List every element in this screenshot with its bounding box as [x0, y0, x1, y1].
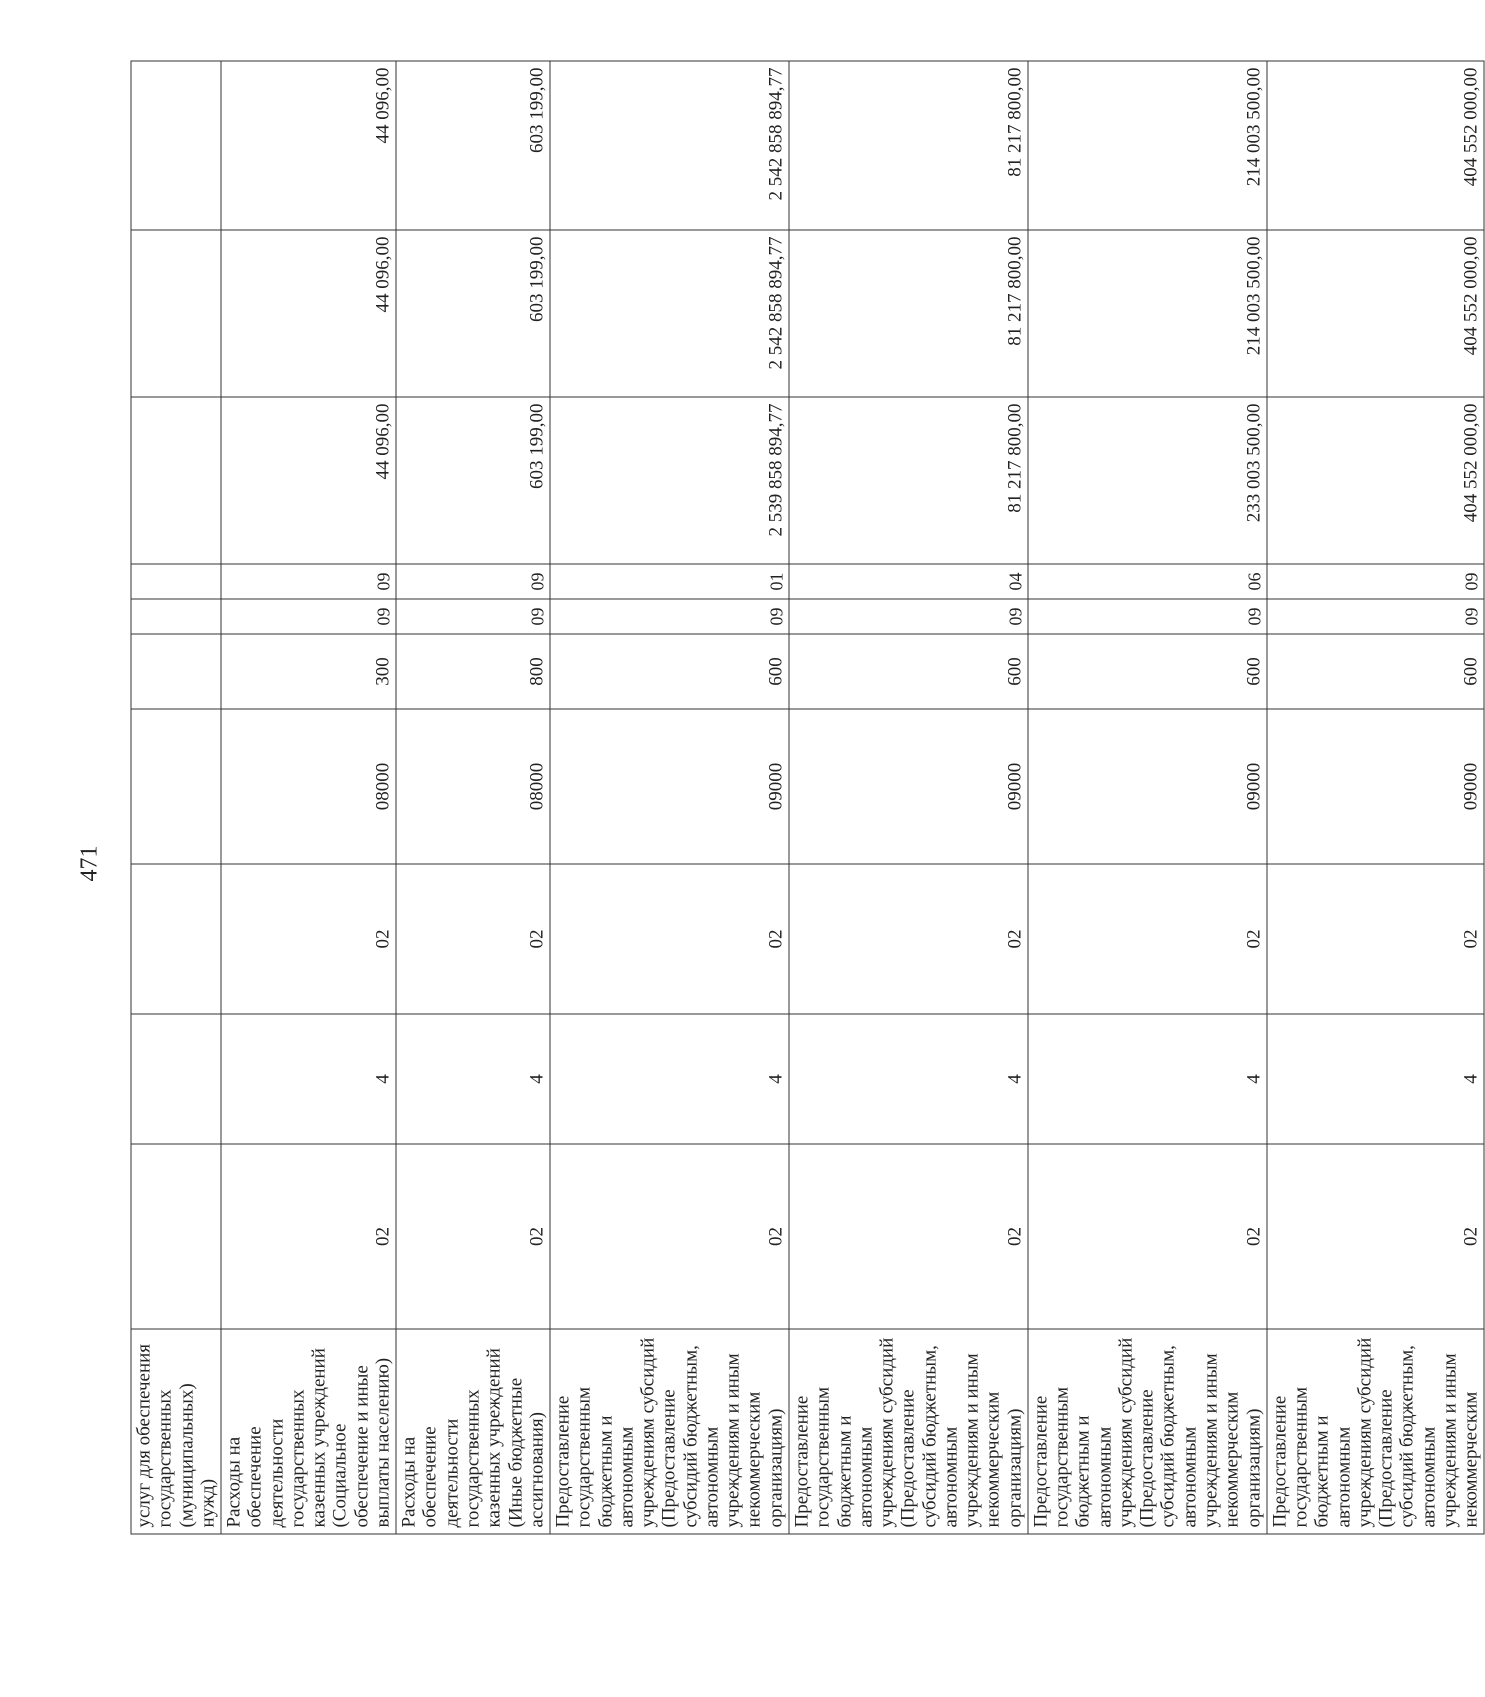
code-cell: 02 — [396, 864, 550, 1014]
code-cell: 02 — [789, 1144, 1028, 1329]
code-cell: 02 — [1028, 1144, 1267, 1329]
table-row — [221, 61, 396, 1534]
amount-cell: 603 199,00 — [396, 61, 550, 230]
code-cell: 4 — [396, 1014, 550, 1144]
amount-cell: 404 552 000,00 — [1267, 397, 1485, 564]
code-cell: 600 — [1028, 634, 1267, 709]
row-name: Расходы на обеспечение деятельности государственных казенных учреждений (Социальное обеспечение и иные выплаты населению) — [221, 1329, 396, 1534]
code-cell — [131, 1014, 221, 1144]
code-cell: 02 — [221, 1144, 396, 1329]
code-cell — [131, 1144, 221, 1329]
amount-cell: 404 552 000,00 — [1267, 61, 1485, 230]
row-name: Расходы на обеспечение деятельности государственных казенных учреждений (Иные бюджетные ассигнования) — [396, 1329, 550, 1534]
amount-cell: 603 199,00 — [396, 230, 550, 397]
amount-cell: 44 096,00 — [221, 397, 396, 564]
code-cell: 09 — [550, 599, 789, 634]
code-cell — [131, 709, 221, 864]
amount-cell: 214 003 500,00 — [1028, 61, 1267, 230]
code-cell: 09 — [1267, 599, 1485, 634]
amount-cell: 233 003 500,00 — [1028, 397, 1267, 564]
table-row — [1028, 61, 1267, 1534]
row-name: услуг для обеспечения государственных (муниципальных) нужд) — [131, 1329, 221, 1534]
table-row — [131, 61, 221, 1534]
code-cell: 02 — [1267, 1144, 1485, 1329]
code-cell: 09000 — [1267, 709, 1485, 864]
code-cell — [131, 864, 221, 1014]
code-cell: 600 — [789, 634, 1028, 709]
code-cell: 09 — [396, 564, 550, 599]
row-name: Предоставление государственным бюджетным и автономным учреждениям субсидий (Предоставление субсидий бюджетным, автономным учреждениям и иным некоммерческим организациям) — [1028, 1329, 1267, 1534]
code-cell: 06 — [1028, 564, 1267, 599]
code-cell: 600 — [550, 634, 789, 709]
amount-cell — [131, 397, 221, 564]
code-cell: 02 — [789, 864, 1028, 1014]
code-cell: 09000 — [1028, 709, 1267, 864]
code-cell — [131, 634, 221, 709]
amount-cell: 81 217 800,00 — [789, 61, 1028, 230]
amount-cell — [131, 230, 221, 397]
rotated-table-frame — [131, 62, 1482, 1535]
code-cell: 09000 — [550, 709, 789, 864]
row-name: Предоставление государственным бюджетным и автономным учреждениям субсидий (Предоставление субсидий бюджетным, автономным учреждениям и иным некоммерческим организациям) — [550, 1329, 789, 1534]
amount-cell: 2 542 858 894,77 — [550, 61, 789, 230]
code-cell: 02 — [1267, 864, 1485, 1014]
code-cell: 09 — [789, 599, 1028, 634]
amount-cell: 214 003 500,00 — [1028, 230, 1267, 397]
amount-cell: 44 096,00 — [221, 61, 396, 230]
table-row — [396, 61, 550, 1534]
code-cell: 04 — [789, 564, 1028, 599]
budget-table — [131, 61, 1485, 1535]
code-cell: 09 — [221, 564, 396, 599]
code-cell: 800 — [396, 634, 550, 709]
code-cell — [131, 599, 221, 634]
code-cell: 02 — [396, 1144, 550, 1329]
amount-cell: 2 542 858 894,77 — [550, 230, 789, 397]
amount-cell — [131, 61, 221, 230]
code-cell: 02 — [550, 864, 789, 1014]
code-cell: 08000 — [221, 709, 396, 864]
code-cell: 02 — [550, 1144, 789, 1329]
code-cell: 4 — [550, 1014, 789, 1144]
code-cell: 09 — [1267, 564, 1485, 599]
code-cell: 4 — [221, 1014, 396, 1144]
table-row — [789, 61, 1028, 1534]
amount-cell: 603 199,00 — [396, 397, 550, 564]
budget-table-container — [130, 62, 1482, 1535]
code-cell — [131, 564, 221, 599]
table-row — [550, 61, 789, 1534]
amount-cell: 81 217 800,00 — [789, 230, 1028, 397]
table-row — [1267, 61, 1485, 1534]
code-cell: 4 — [1028, 1014, 1267, 1144]
code-cell: 09 — [221, 599, 396, 634]
page-number: 471 — [76, 845, 103, 882]
code-cell: 02 — [221, 864, 396, 1014]
row-name: Предоставление государственным бюджетным и автономным учреждениям субсидий (Предоставление субсидий бюджетным, автономным учреждениям и иным некоммерческим — [1267, 1329, 1485, 1534]
code-cell: 09000 — [789, 709, 1028, 864]
code-cell: 4 — [1267, 1014, 1485, 1144]
amount-cell: 81 217 800,00 — [789, 397, 1028, 564]
amount-cell: 2 539 858 894,77 — [550, 397, 789, 564]
code-cell: 09 — [1028, 599, 1267, 634]
code-cell: 4 — [789, 1014, 1028, 1144]
code-cell: 08000 — [396, 709, 550, 864]
code-cell: 01 — [550, 564, 789, 599]
code-cell: 02 — [1028, 864, 1267, 1014]
row-name: Предоставление государственным бюджетным и автономным учреждениям субсидий (Предоставление субсидий бюджетным, автономным учреждениям и иным некоммерческим организациям) — [789, 1329, 1028, 1534]
amount-cell: 404 552 000,00 — [1267, 230, 1485, 397]
code-cell: 09 — [396, 599, 550, 634]
code-cell: 600 — [1267, 634, 1485, 709]
amount-cell: 44 096,00 — [221, 230, 396, 397]
code-cell: 300 — [221, 634, 396, 709]
